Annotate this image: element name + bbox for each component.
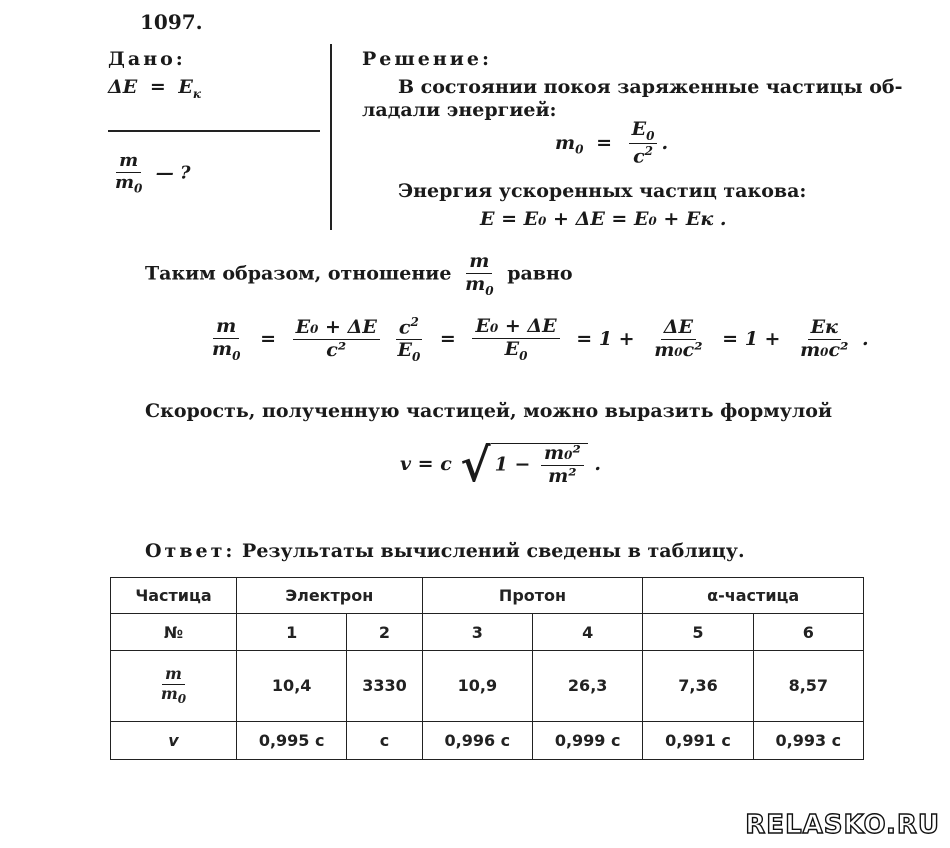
answer-line: Ответ: Результаты вычислений сведены в таблицу. (145, 540, 745, 562)
equation-ratio: $\frac{m}{m_0}$ = $\frac{\text{E₀ + ΔE}}{\text{c²}}$ $\frac{c^2}{E_0}$ = $\frac{\text{E₀ + ΔE}}{E_0}$ = 1 + $\frac{\Delta E}{\text{m₀c²}}$ = 1 + $\frac{Eк}{\text{m₀c²}}$ . (212, 315, 869, 365)
solution-line-4: Таким образом, отношение $\frac{m}{m_0}$ равно (145, 250, 573, 298)
given-divider (108, 130, 320, 132)
table-cell: 0,999 c (533, 721, 643, 759)
table-cell: 4 (533, 614, 643, 650)
table-row-velocity (111, 721, 864, 759)
table-row-label: № (111, 614, 237, 650)
solution-line-3: Энергия ускоренных частиц такова: (398, 180, 807, 202)
table-group-proton: Протон (422, 578, 643, 614)
table-cell: 0,995 c (237, 721, 347, 759)
table-cell: 6 (753, 614, 863, 650)
table-header-row (111, 578, 864, 614)
table-row-label: $\frac{m}{m_0}$ (111, 650, 237, 721)
table-cell: 7,36 (643, 650, 753, 721)
given-condition: $\Delta E = E_к$ (108, 76, 202, 101)
table-cell: 10,9 (422, 650, 532, 721)
table-row-label: v (111, 721, 237, 759)
equation-velocity: v = c √ 1 − $\frac{\text{m₀²}}{\text{m²}}$ . (400, 438, 601, 492)
table-cell: 0,991 c (643, 721, 753, 759)
table-cell: 3330 (347, 650, 422, 721)
table-cell: 2 (347, 614, 422, 650)
table-cell: 0,993 c (753, 721, 863, 759)
problem-number: 1097. (140, 10, 203, 34)
table-cell: 8,57 (753, 650, 863, 721)
table-row-number (111, 614, 864, 650)
table-cell: 0,996 c (422, 721, 532, 759)
table-cell: 26,3 (533, 650, 643, 721)
solution-line-5: Скорость, полученную частицей, можно выразить формулой (145, 400, 833, 422)
solution-line-2: ладали энергией: (362, 99, 557, 121)
table-cell: 5 (643, 614, 753, 650)
table-group-electron: Электрон (237, 578, 423, 614)
given-find: $\frac{m}{m_0}$ — ? (115, 150, 191, 196)
table-row-ratio (111, 650, 864, 721)
equation-energy: E = E₀ + ΔE = E₀ + Eк . (480, 208, 727, 230)
table-cell: 3 (422, 614, 532, 650)
table-cell: 10,4 (237, 650, 347, 721)
table-cell: 1 (237, 614, 347, 650)
solution-line-1: В состоянии покоя заряженные частицы об- (398, 76, 903, 98)
given-label: Дано: (108, 48, 186, 70)
table-cell: c (347, 721, 422, 759)
given-vertical-divider (330, 44, 332, 230)
solution-label: Решение: (362, 48, 492, 70)
equation-rest-mass: $m_0$ = $\frac{E_0}{c^2}$ . (555, 118, 669, 168)
site-watermark: RELASKO.RU (745, 810, 940, 840)
results-table (110, 577, 864, 760)
table-col-header: Частица (111, 578, 237, 614)
table-group-alpha: α-частица (643, 578, 864, 614)
